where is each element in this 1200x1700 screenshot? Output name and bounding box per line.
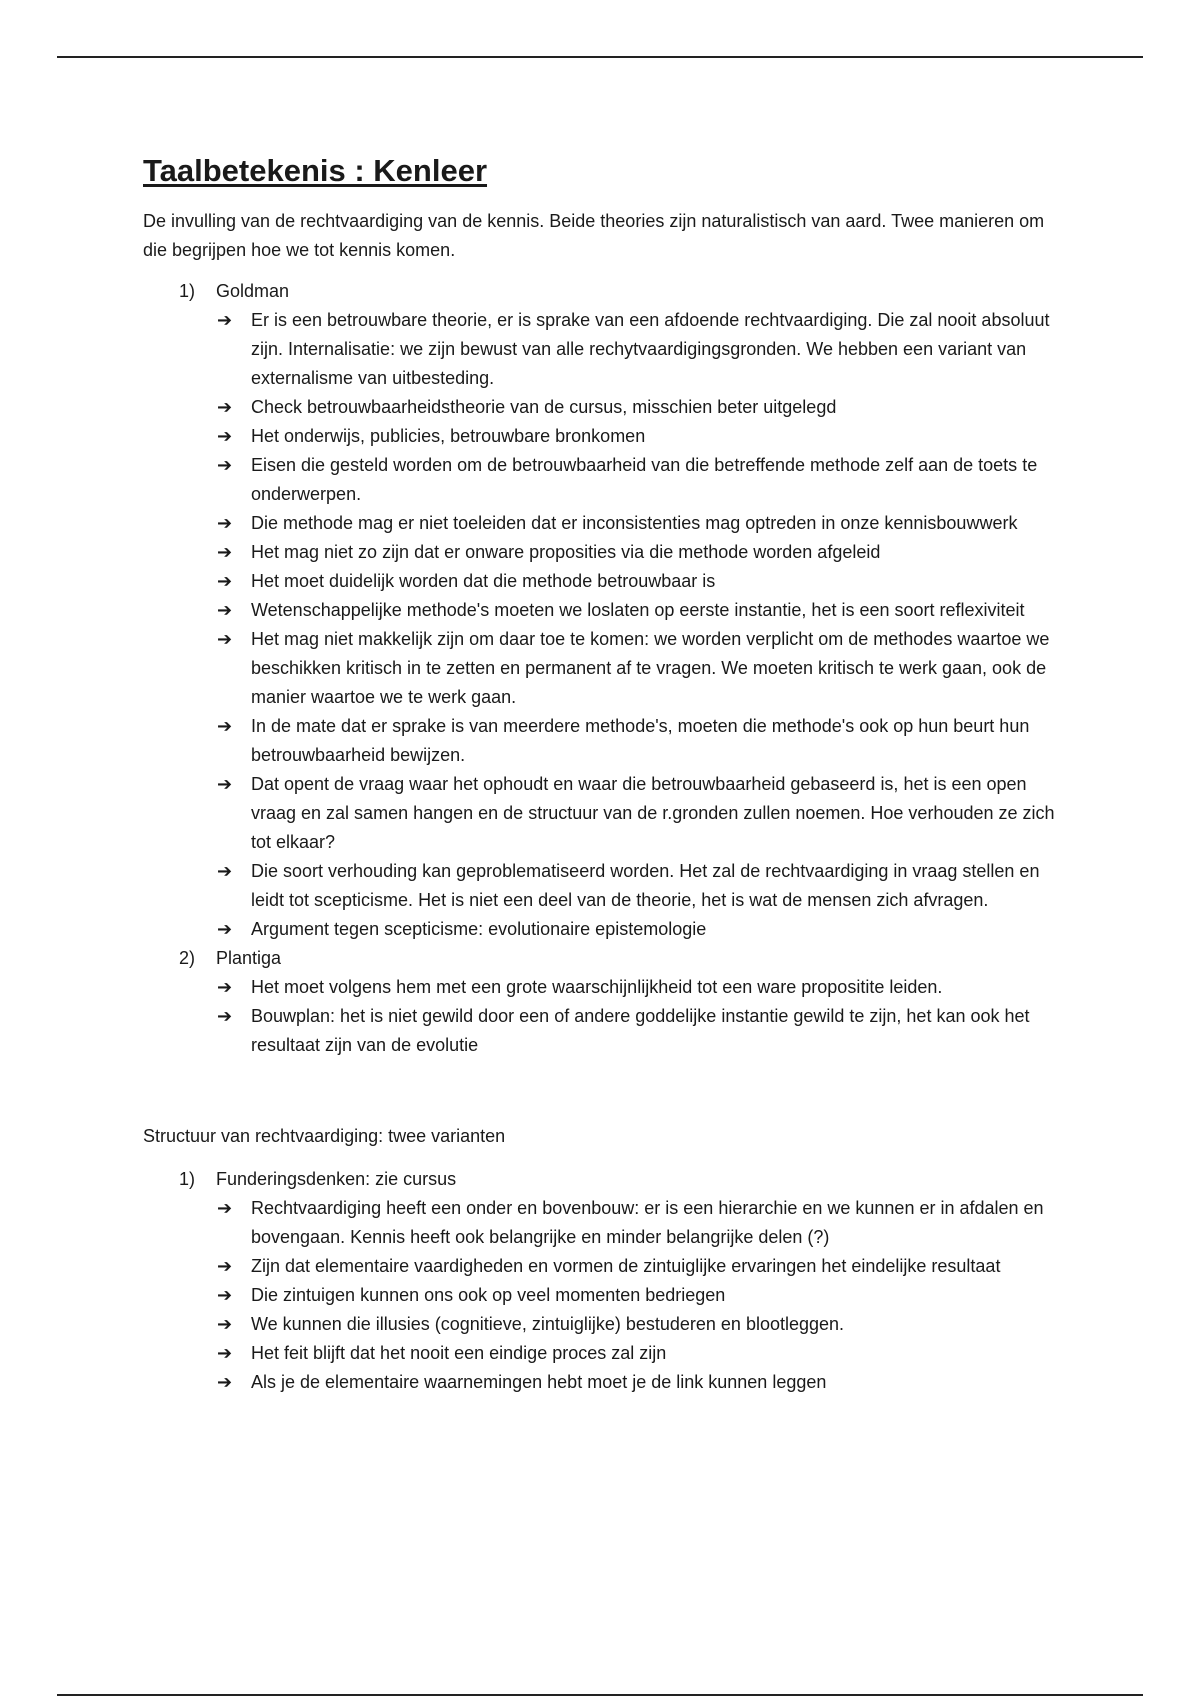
item-number: 1)	[179, 1169, 196, 1190]
arrow-right-icon: ➔	[217, 774, 233, 795]
item-label: Funderingsdenken: zie cursus	[216, 1169, 457, 1190]
arrow-right-icon: ➔	[217, 629, 233, 650]
bullet-text: Dat opent de vraag waar het ophoudt en waar die betrouwbaarheid gebaseerd is, het is een open vraag en zal samen hangen en de structuur van de r.gronden zullen noemen. Hoe verhouden ze zich tot elkaar?	[251, 774, 1055, 853]
bullet-text: Eisen die gesteld worden om de betrouwbaarheid van die betreffende methode zelf aan de toets te onderwerpen.	[251, 455, 1038, 505]
page-title: Taalbetekenis : Kenleer	[143, 153, 488, 188]
bullet-text: Die zintuigen kunnen ons ook op veel momenten bedriegen	[251, 1285, 726, 1306]
bullet-text: Er is een betrouwbare theorie, er is sprake van een afdoende rechtvaardiging. Die zal nooit absoluut zijn. Internalisatie: we zijn bewust van alle rechytvaardigingsgronden. We hebben een variant van externalisme van uitbesteding.	[251, 310, 1050, 389]
list-item	[143, 1310, 1068, 1339]
list-item	[143, 567, 1068, 596]
list-item	[143, 538, 1068, 567]
arrow-right-icon: ➔	[217, 513, 233, 534]
list-item	[143, 509, 1068, 538]
list-item	[143, 712, 1068, 770]
list-item	[143, 451, 1068, 509]
arrow-right-icon: ➔	[217, 571, 233, 592]
bullet-text: Argument tegen scepticisme: evolutionaire epistemologie	[251, 919, 707, 940]
bullet-text: Die methode mag er niet toeleiden dat er inconsistenties mag optreden in onze kennisbouwwerk	[251, 513, 1018, 534]
arrow-right-icon: ➔	[217, 1372, 233, 1393]
bullet-text: Rechtvaardiging heeft een onder en bovenbouw: er is een hierarchie en we kunnen er in afdalen en bovengaan. Kennis heeft ook belangrijke en minder belangrijke delen (?)	[251, 1198, 1044, 1248]
bullet-text: Het moet duidelijk worden dat die methode betrouwbaar is	[251, 571, 716, 592]
bullet-text: We kunnen die illusies (cognitieve, zintuiglijke) bestuderen en blootleggen.	[251, 1314, 845, 1335]
section-heading-structure: Structuur van rechtvaardiging: twee varianten	[143, 1126, 506, 1147]
arrow-right-icon: ➔	[217, 1198, 233, 1219]
bullet-text: Als je de elementaire waarnemingen hebt moet je de link kunnen leggen	[251, 1372, 827, 1393]
item-label: Plantiga	[216, 948, 282, 969]
bullet-text: Het onderwijs, publicies, betrouwbare bronkomen	[251, 426, 646, 447]
bullet-text: Het moet volgens hem met een grote waarschijnlijkheid tot een ware propositite leiden.	[251, 977, 943, 998]
list-item	[143, 1194, 1068, 1252]
list-item	[143, 857, 1068, 915]
list-item	[143, 915, 1068, 944]
arrow-right-icon: ➔	[217, 310, 233, 331]
bullet-text: Bouwplan: het is niet gewild door een of andere goddelijke instantie gewild te zijn, het kan ook het resultaat zijn van de evolutie	[251, 1006, 1030, 1056]
list-item	[143, 1339, 1068, 1368]
arrow-right-icon: ➔	[217, 1256, 233, 1277]
arrow-right-icon: ➔	[217, 919, 233, 940]
list-item	[143, 1252, 1068, 1281]
bullet-text: Het mag niet zo zijn dat er onware proposities via die methode worden afgeleid	[251, 542, 881, 563]
item-label: Goldman	[216, 281, 290, 302]
footer-rule	[57, 1694, 1143, 1696]
item-number: 1)	[179, 281, 196, 302]
arrow-right-icon: ➔	[217, 1314, 233, 1335]
bullet-text: Zijn dat elementaire vaardigheden en vormen de zintuiglijke ervaringen het eindelijke resultaat	[251, 1256, 1001, 1277]
list-item	[143, 770, 1068, 857]
list-item	[143, 422, 1068, 451]
bullet-text: Het mag niet makkelijk zijn om daar toe te komen: we worden verplicht om de methodes waartoe we beschikken kritisch in te zetten en permanent af te vragen. We moeten kritisch te werk gaan, ook de manier waartoe we te werk gaan.	[251, 629, 1050, 708]
list-item	[143, 973, 1068, 1002]
arrow-right-icon: ➔	[217, 397, 233, 418]
document-page	[143, 140, 1068, 1397]
bullet-text: Die soort verhouding kan geproblematiseerd worden. Het zal de rechtvaardiging in vraag stellen en leidt tot scepticisme. Het is niet een deel van de theorie, het is wat de mensen zich afvragen.	[251, 861, 1040, 911]
bullet-list	[143, 973, 1068, 1060]
list-item	[143, 596, 1068, 625]
bullet-list	[143, 1194, 1068, 1397]
numbered-item	[143, 944, 1068, 973]
numbered-item	[143, 277, 1068, 306]
list-item	[143, 306, 1068, 393]
header-rule	[57, 56, 1143, 58]
arrow-right-icon: ➔	[217, 600, 233, 621]
bullet-text: Wetenschappelijke methode's moeten we loslaten op eerste instantie, het is een soort reflexiviteit	[251, 600, 1025, 621]
arrow-right-icon: ➔	[217, 977, 233, 998]
arrow-right-icon: ➔	[217, 542, 233, 563]
arrow-right-icon: ➔	[217, 426, 233, 447]
bullet-list	[143, 306, 1068, 944]
arrow-right-icon: ➔	[217, 716, 233, 737]
numbered-item	[143, 1165, 1068, 1194]
bullet-text: Check betrouwbaarheidstheorie van de cursus, misschien beter uitgelegd	[251, 397, 837, 418]
intro-paragraph: De invulling van de rechtvaardiging van de kennis. Beide theories zijn naturalistisch van aard. Twee manieren om die begrijpen hoe we tot kennis komen.	[143, 211, 1045, 261]
list-item	[143, 1368, 1068, 1397]
bullet-text: In de mate dat er sprake is van meerdere methode's, moeten die methode's ook op hun beurt hun betrouwbaarheid bewijzen.	[251, 716, 1030, 766]
item-number: 2)	[179, 948, 196, 969]
section-theories	[143, 277, 1068, 1060]
arrow-right-icon: ➔	[217, 455, 233, 476]
arrow-right-icon: ➔	[217, 1343, 233, 1364]
arrow-right-icon: ➔	[217, 1285, 233, 1306]
list-item	[143, 393, 1068, 422]
arrow-right-icon: ➔	[217, 1006, 233, 1027]
list-item	[143, 625, 1068, 712]
arrow-right-icon: ➔	[217, 861, 233, 882]
bullet-text: Het feit blijft dat het nooit een eindige proces zal zijn	[251, 1343, 667, 1364]
section-structure	[143, 1165, 1068, 1397]
list-item	[143, 1002, 1068, 1060]
list-item	[143, 1281, 1068, 1310]
